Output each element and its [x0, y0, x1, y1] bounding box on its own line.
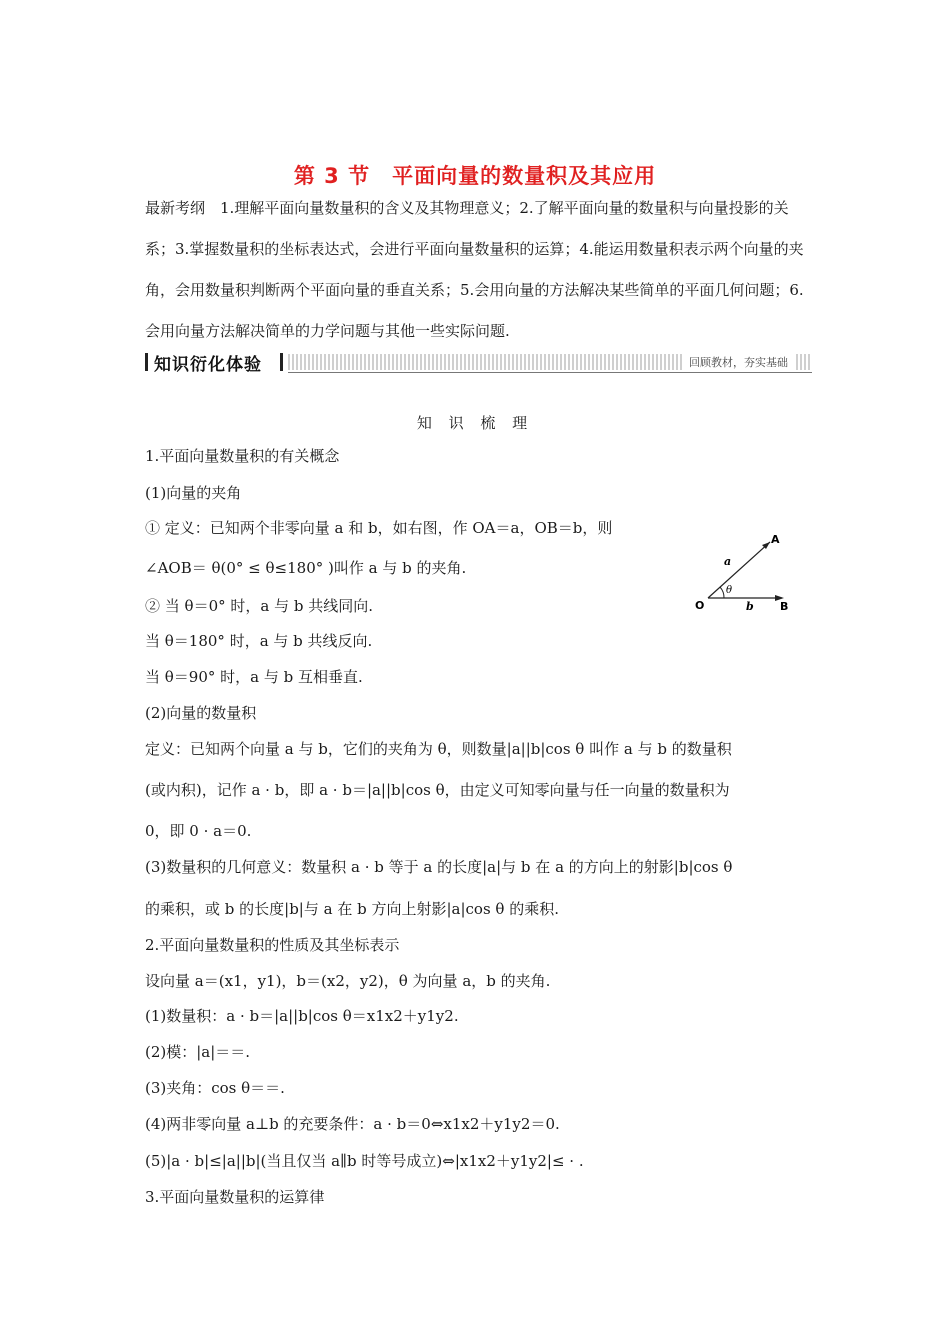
label-B: B	[780, 600, 789, 613]
label-a: a	[724, 555, 732, 568]
banner-left-bar	[145, 353, 148, 371]
page-title	[0, 160, 950, 190]
text-line-20: (5)|a · b|≤|a||b|(当且仅当 a∥b 时等号成立)⇔|x1x2＋y1y2|≤ · .	[145, 1152, 584, 1170]
text-line-9: 定义：已知两个向量 a 与 b，它们的夹角为 θ，则数量|a||b|cos θ 叫作 a 与 b 的数量积	[145, 740, 732, 758]
angle-arc	[720, 587, 724, 598]
label-O: O	[695, 599, 705, 612]
label-A: A	[771, 533, 780, 546]
text-line-3: ① 定义：已知两个非零向量 a 和 b，如右图，作 OA＝a，OB＝b，则	[145, 519, 613, 537]
text-line-8: (2)向量的数量积	[145, 704, 257, 722]
label-theta: θ	[726, 585, 733, 596]
banner-rule	[288, 372, 812, 373]
text-line-19: (4)两非零向量 a⊥b 的充要条件：a · b＝0⇔x1x2＋y1y2＝0.	[145, 1115, 560, 1133]
text-line-2: (1)向量的夹角	[145, 484, 242, 502]
text-line-10: (或内积)，记作 a · b，即 a · b＝|a||b|cos θ，由定义可知零向量与任一向量的数量积为	[145, 781, 730, 799]
section-banner	[145, 351, 812, 375]
text-line-17: (2)模：|a|＝＝.	[145, 1043, 251, 1061]
banner-divider-bar	[280, 353, 283, 371]
title-section-number: 第 3 节	[293, 164, 371, 188]
vector-a-line	[708, 542, 770, 598]
text-line-7: 当 θ＝90° 时，a 与 b 互相垂直.	[145, 668, 363, 686]
exam-outline: 最新考纲 1.理解平面向量数量积的含义及其物理意义；2.了解平面向量的数量积与向量投影的关系；3.掌握数量积的坐标表达式，会进行平面向量数量积的运算；4.能运用数量积表示两个向量的夹角，会用数量积判断两个平面向量的垂直关系；5.会用向量的方法解决某些简单的平面几何问题；6.会用向量方法解决简单的力学问题与其他一些实际问题.	[145, 199, 804, 340]
text-line-5: ② 当 θ＝0° 时，a 与 b 共线同向.	[145, 597, 373, 615]
banner-subtitle: 回顾教材，夯实基础	[683, 354, 794, 370]
text-line-15: 设向量 a＝(x1，y1)，b＝(x2，y2)，θ 为向量 a，b 的夹角.	[145, 972, 551, 990]
title-topic: 平面向量的数量积及其应用	[392, 164, 657, 188]
angle-figure	[690, 530, 800, 620]
banner-title: 知识衍化体验	[154, 355, 262, 375]
text-line-11: 0，即 0 · a＝0.	[145, 822, 252, 840]
text-line-13: 的乘积，或 b 的长度|b|与 a 在 b 方向上射影|a|cos θ 的乘积.	[145, 900, 559, 918]
text-line-4: ∠AOB＝ θ(0° ≤ θ≤180° )叫作 a 与 b 的夹角.	[145, 559, 467, 577]
text-line-6: 当 θ＝180° 时，a 与 b 共线反向.	[145, 632, 373, 650]
section-heading: 知 识 梳 理	[416, 414, 534, 432]
text-line-21: 3.平面向量数量积的运算律	[145, 1188, 325, 1206]
text-line-16: (1)数量积：a · b＝|a||b|cos θ＝x1x2＋y1y2.	[145, 1007, 459, 1025]
text-line-12: (3)数量积的几何意义：数量积 a · b 等于 a 的长度|a|与 b 在 a 的方向上的射影|b|cos θ	[145, 858, 733, 876]
text-line-1: 1.平面向量数量积的有关概念	[145, 447, 340, 465]
text-line-18: (3)夹角：cos θ＝＝.	[145, 1079, 285, 1097]
text-line-14: 2.平面向量数量积的性质及其坐标表示	[145, 936, 400, 954]
label-b: b	[746, 600, 754, 613]
